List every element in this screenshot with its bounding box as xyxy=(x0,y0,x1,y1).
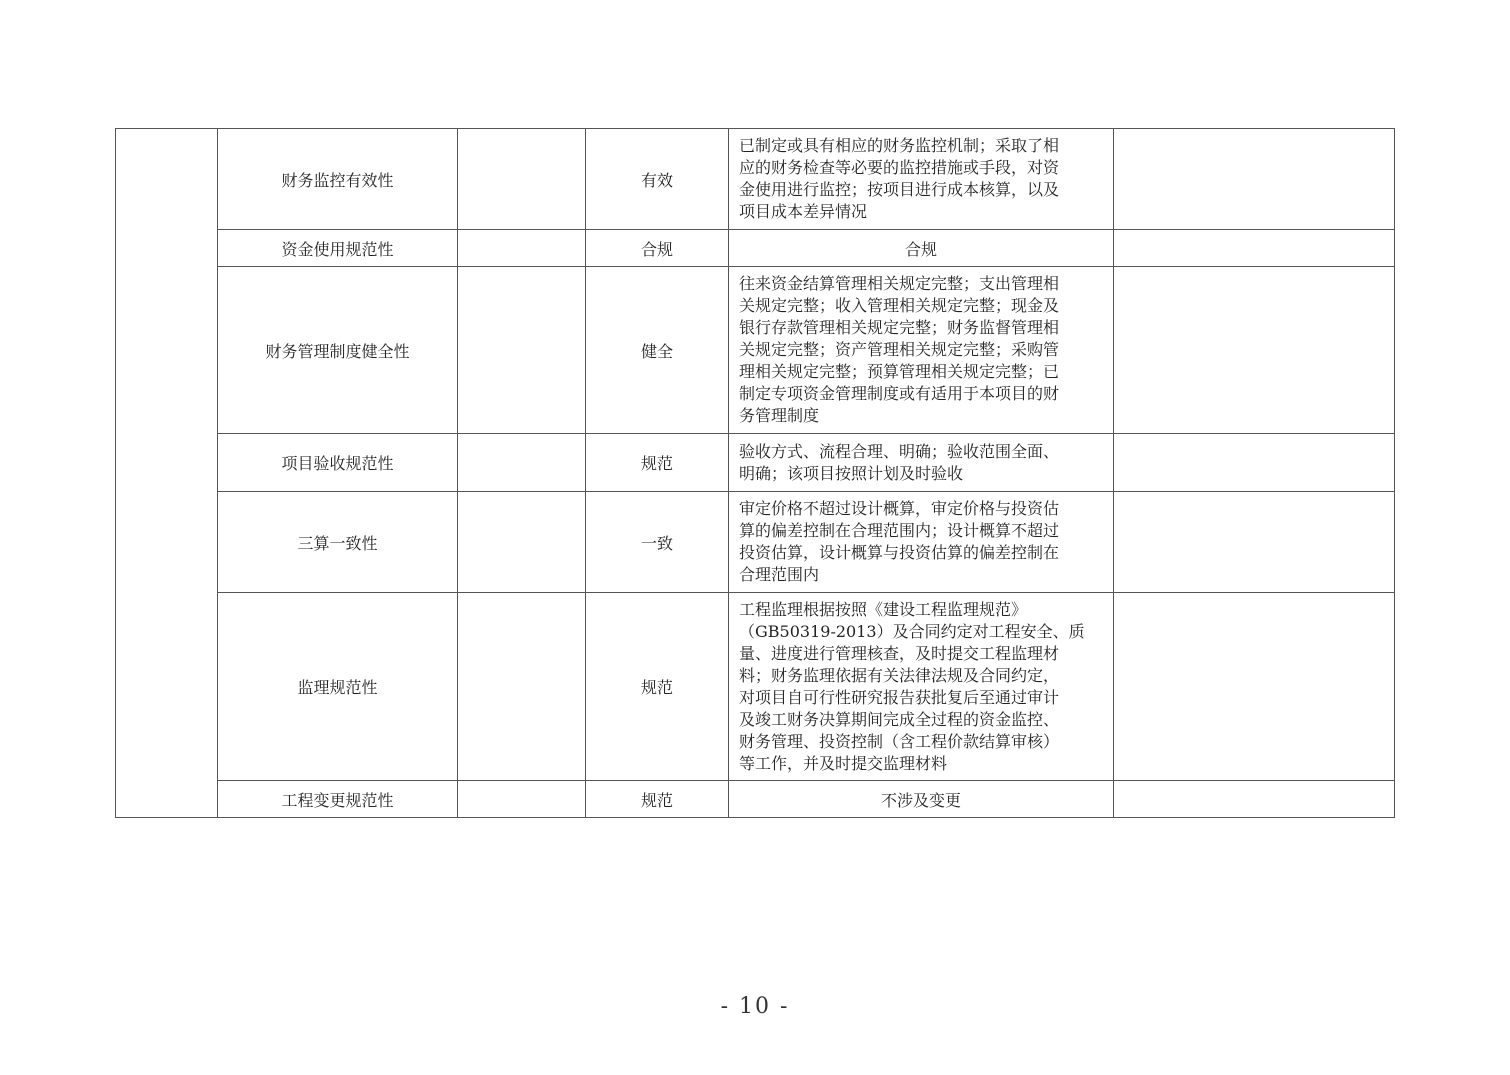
remark-cell xyxy=(1114,492,1395,593)
rating-cell: 规范 xyxy=(586,434,729,492)
indicator-cell: 监理规范性 xyxy=(218,593,458,781)
table-row xyxy=(116,781,1395,818)
indicator-cell: 项目验收规范性 xyxy=(218,434,458,492)
empty-cell xyxy=(458,267,586,434)
indicator-cell: 工程变更规范性 xyxy=(218,781,458,818)
remark-cell xyxy=(1114,434,1395,492)
indicator-cell: 三算一致性 xyxy=(218,492,458,593)
category-cell xyxy=(116,129,218,818)
indicator-cell: 财务管理制度健全性 xyxy=(218,267,458,434)
empty-cell xyxy=(458,129,586,230)
description-cell: 不涉及变更 xyxy=(729,781,1114,818)
remark-cell xyxy=(1114,781,1395,818)
empty-cell xyxy=(458,434,586,492)
table-row xyxy=(116,230,1395,267)
table-row xyxy=(116,129,1395,230)
table-row xyxy=(116,267,1395,434)
remark-cell xyxy=(1114,593,1395,781)
remark-cell xyxy=(1114,267,1395,434)
table-row xyxy=(116,492,1395,593)
description-cell: 审定价格不超过设计概算，审定价格与投资估 算的偏差控制在合理范围内；设计概算不超过 投资估算，设计概算与投资估算的偏差控制在 合理范围内 xyxy=(729,492,1114,593)
table-row xyxy=(116,593,1395,781)
empty-cell xyxy=(458,593,586,781)
page-number: - 10 - xyxy=(720,994,790,1019)
rating-cell: 一致 xyxy=(586,492,729,593)
description-cell: 合规 xyxy=(729,230,1114,267)
remark-cell xyxy=(1114,129,1395,230)
description-cell: 工程监理根据按照《建设工程监理规范》 （GB50319-2013）及合同约定对工程安全、质 量、进度进行管理核查，及时提交工程监理材 料；财务监理依据有关法律法规及合同约定， 对项目自可行性研究报告获批复后至通过审计 及竣工财务决算期间完成全过程的资金监控、 财务管理、投资控制（含工程价款结算审核） 等工作，并及时提交监理材料 xyxy=(729,593,1114,781)
remark-cell xyxy=(1114,230,1395,267)
indicator-cell: 资金使用规范性 xyxy=(218,230,458,267)
empty-cell xyxy=(458,492,586,593)
rating-cell: 规范 xyxy=(586,593,729,781)
empty-cell xyxy=(458,781,586,818)
rating-cell: 合规 xyxy=(586,230,729,267)
empty-cell xyxy=(458,230,586,267)
indicator-cell: 财务监控有效性 xyxy=(218,129,458,230)
description-cell: 往来资金结算管理相关规定完整；支出管理相 关规定完整；收入管理相关规定完整；现金及 银行存款管理相关规定完整；财务监督管理相 关规定完整；资产管理相关规定完整；采购管 理相关规定完整；预算管理相关规定完整；已 制定专项资金管理制度或有适用于本项目的财 务管理制度 xyxy=(729,267,1114,434)
rating-cell: 健全 xyxy=(586,267,729,434)
description-cell: 已制定或具有相应的财务监控机制；采取了相 应的财务检查等必要的监控措施或手段，对资 金使用进行监控；按项目进行成本核算，以及 项目成本差异情况 xyxy=(729,129,1114,230)
evaluation-table xyxy=(115,128,1395,818)
table-row xyxy=(116,434,1395,492)
rating-cell: 规范 xyxy=(586,781,729,818)
rating-cell: 有效 xyxy=(586,129,729,230)
description-cell: 验收方式、流程合理、明确；验收范围全面、 明确；该项目按照计划及时验收 xyxy=(729,434,1114,492)
